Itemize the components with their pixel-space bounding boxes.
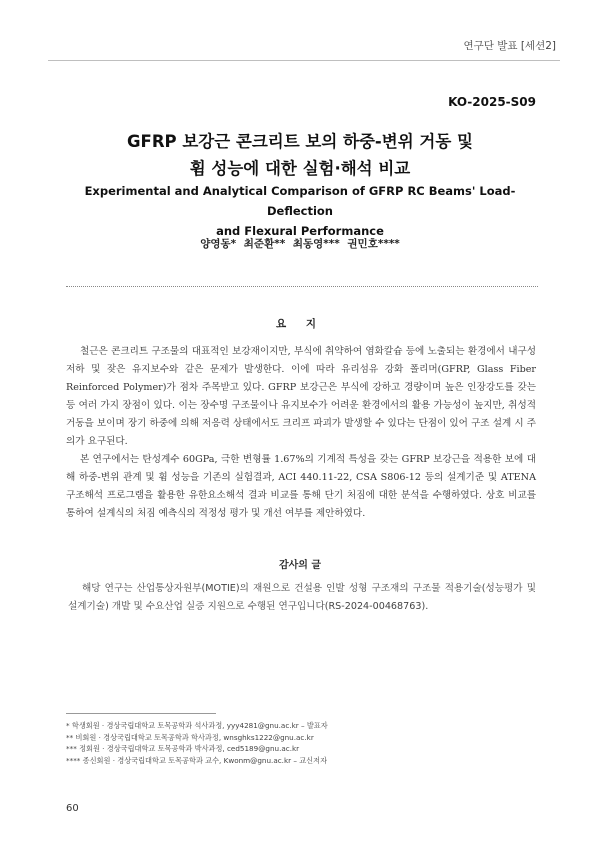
english-title-line-2: and Flexural Performance bbox=[216, 224, 384, 238]
header-rule bbox=[48, 60, 560, 61]
korean-title-line-2: 휨 성능에 대한 실험·해석 비교 bbox=[189, 159, 411, 178]
abstract-heading: 요 지 bbox=[276, 318, 324, 330]
footnote-rule bbox=[66, 713, 216, 714]
abstract-paragraph-1: 철근은 콘크리트 구조물의 대표적인 보강재이지만, 부식에 취약하여 염화칼슘 등에 노출되는 환경에서 내구성 저하 및 잦은 유지보수와 같은 문제가 발생한다. 이에 따라 유리섬유 강화 폴리머(GFRP, Glass Fiber Reinforced Polymer)가 점차 주목받고 있다. GFRP 보강근은 부식에 강하고 경량이며 높은 인장강도를 갖는 등 여러 가지 장점이 있다. 이는 장수명 구조물이나 유지보수가 어려운 환경에서의 활용 가능성이 높지만, 취성적 거동을 보이며 장기 하중에 의해 저응력 상태에서도 크리프 파괴가 발생할 수 있다는 단점이 있어 구조 설계 시 주의가 요구된다. bbox=[66, 346, 536, 447]
footnote-author-2: ** 비회원 · 경상국립대학교 토목공학과 학사과정, wnsghks1222@gnu.ac.kr bbox=[66, 732, 314, 742]
korean-title-line-1: GFRP 보강근 콘크리트 보의 하중-변위 거동 및 bbox=[127, 132, 473, 151]
author-list: 양영동* 최준환** 최동영*** 권민호**** bbox=[200, 238, 400, 250]
acknowledgement-body bbox=[68, 580, 536, 616]
abstract-body bbox=[66, 343, 536, 523]
footnote-author-1: * 학생회원 · 경상국립대학교 토목공학과 석사과정, yyy4281@gnu.ac.kr – 발표자 bbox=[66, 721, 328, 730]
acknowledgement-heading: 감사의 글 bbox=[278, 560, 322, 571]
english-title bbox=[60, 181, 540, 241]
page-number: 60 bbox=[66, 803, 79, 814]
section-divider bbox=[66, 286, 538, 287]
korean-title bbox=[60, 128, 540, 182]
footnote-author-4: **** 종신회원 · 경상국립대학교 토목공학과 교수, Kwonm@gnu.ac.kr – 교신저자 bbox=[66, 755, 328, 765]
session-header-label: 연구단 발표 [세션2] bbox=[463, 40, 556, 52]
abstract-paragraph-2: 본 연구에서는 탄성계수 60GPa, 극한 변형률 1.67%의 기계적 특성을 갖는 GFRP 보강근을 적용한 보에 대해 하중-변위 관계 및 휨 성능을 기존의 실험결과, ACI 440.11-22, CSA S806-12 등의 설계기준 및 ATENA 구조해석 프로그램을 활용한 유한요소해석 결과 비교를 통해 단기 처짐에 대한 분석을 수행하였다. 상호 비교를 통하여 설계식의 처짐 예측식의 적정성 평가 및 개선 여부를 제안하였다. bbox=[66, 454, 536, 519]
footnote-author-3: *** 정회원 · 경상국립대학교 토목공학과 박사과정, ced5189@gnu.ac.kr bbox=[66, 744, 300, 753]
paper-code: KO-2025-S09 bbox=[448, 95, 536, 109]
english-title-line-1: Experimental and Analytical Comparison of GFRP RC Beams' Load-Deflection bbox=[84, 184, 516, 218]
footnotes bbox=[66, 720, 560, 766]
acknowledgement-text: 해당 연구는 산업통상자원부(MOTIE)의 재원으로 건설용 인발 성형 구조재의 구조물 적용기술(성능평가 및 설계기술) 개발 및 수요산업 실증 지원으로 수행된 연구입니다(RS-2024-00468763). bbox=[68, 583, 536, 612]
